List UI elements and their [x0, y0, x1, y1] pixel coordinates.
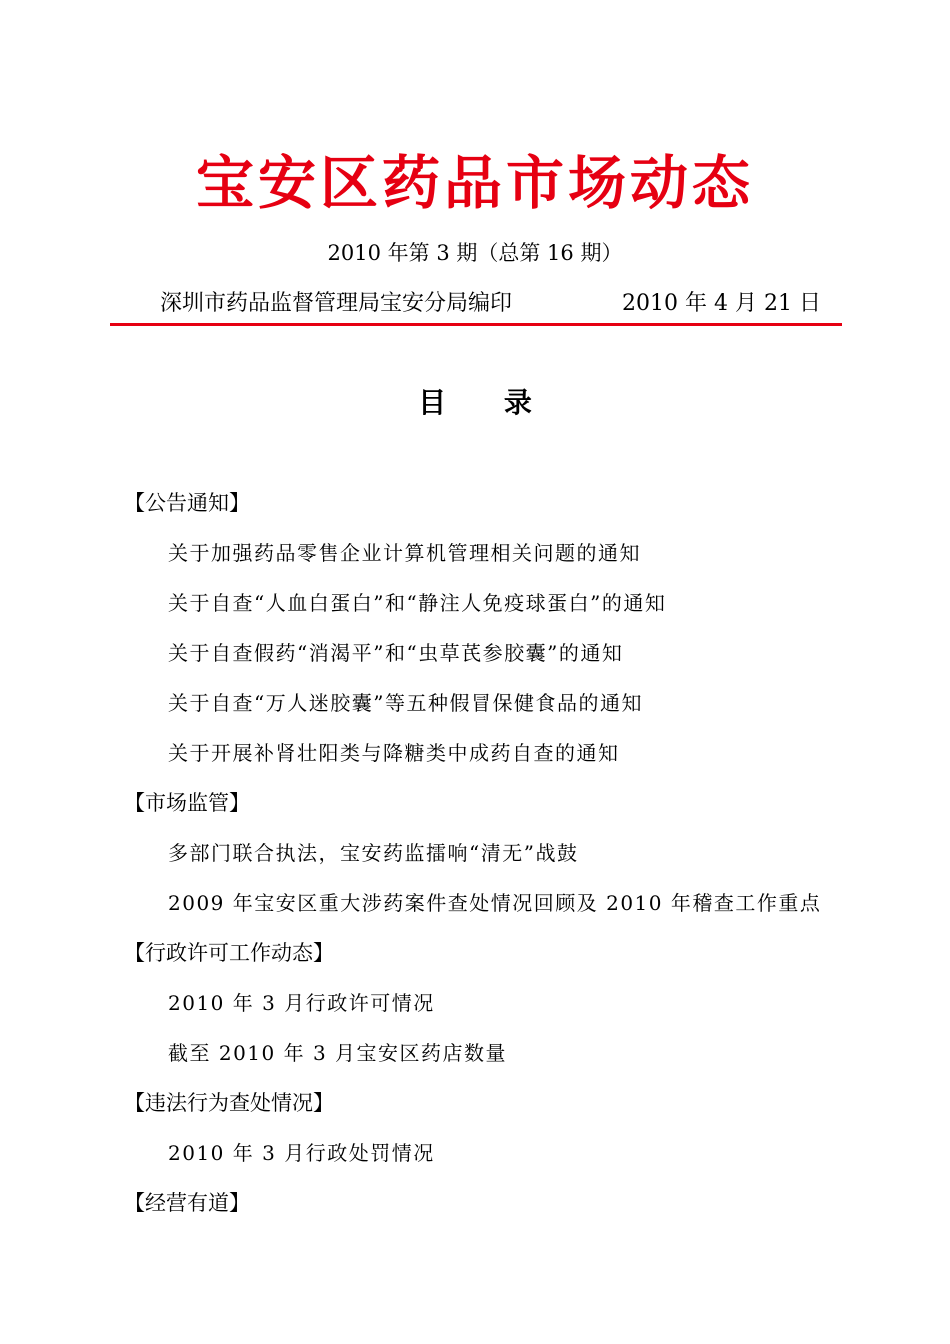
toc-section: [124, 478, 884, 778]
toc-entry[interactable]: 关于加强药品零售企业计算机管理相关问题的通知: [168, 541, 641, 565]
publication-date: 2010 年 4 月 21 日: [622, 291, 821, 316]
toc-section-title: 【公告通知】: [124, 491, 250, 515]
toc-heading: 目 录: [418, 386, 532, 419]
table-of-contents: [124, 478, 884, 1228]
toc-section-title: 【违法行为查处情况】: [124, 1091, 334, 1115]
publisher: 深圳市药品监督管理局宝安分局编印: [160, 291, 513, 316]
toc-entry[interactable]: 2009 年宝安区重大涉药案件查处情况回顾及 2010 年稽查工作重点: [168, 891, 822, 915]
toc-section-title: 【经营有道】: [124, 1191, 250, 1215]
toc-section: [124, 928, 884, 1078]
masthead-title: 宝安区药品市场动态: [195, 149, 754, 217]
toc-entry[interactable]: 关于自查“人血白蛋白”和“静注人免疫球蛋白”的通知: [168, 591, 667, 615]
toc-entry[interactable]: 关于自查“万人迷胶囊”等五种假冒保健食品的通知: [168, 691, 643, 715]
toc-entry[interactable]: 关于开展补肾壮阳类与降糖类中成药自查的通知: [168, 741, 620, 765]
header-divider: [110, 323, 842, 326]
issue-number: 2010 年第 3 期（总第 16 期）: [327, 241, 623, 265]
toc-section: [124, 1078, 884, 1178]
toc-section-title: 【行政许可工作动态】: [124, 941, 334, 965]
toc-entry[interactable]: 关于自查假药“消渴平”和“虫草芪参胶囊”的通知: [168, 641, 624, 665]
toc-section: [124, 1178, 884, 1228]
toc-entry[interactable]: 多部门联合执法，宝安药监擂响“清无”战鼓: [168, 841, 579, 865]
toc-entry[interactable]: 2010 年 3 月行政处罚情况: [168, 1141, 435, 1165]
toc-section: [124, 778, 884, 928]
toc-section-title: 【市场监管】: [124, 791, 250, 815]
toc-entry[interactable]: 截至 2010 年 3 月宝安区药店数量: [168, 1041, 508, 1065]
toc-entry[interactable]: 2010 年 3 月行政许可情况: [168, 991, 435, 1015]
